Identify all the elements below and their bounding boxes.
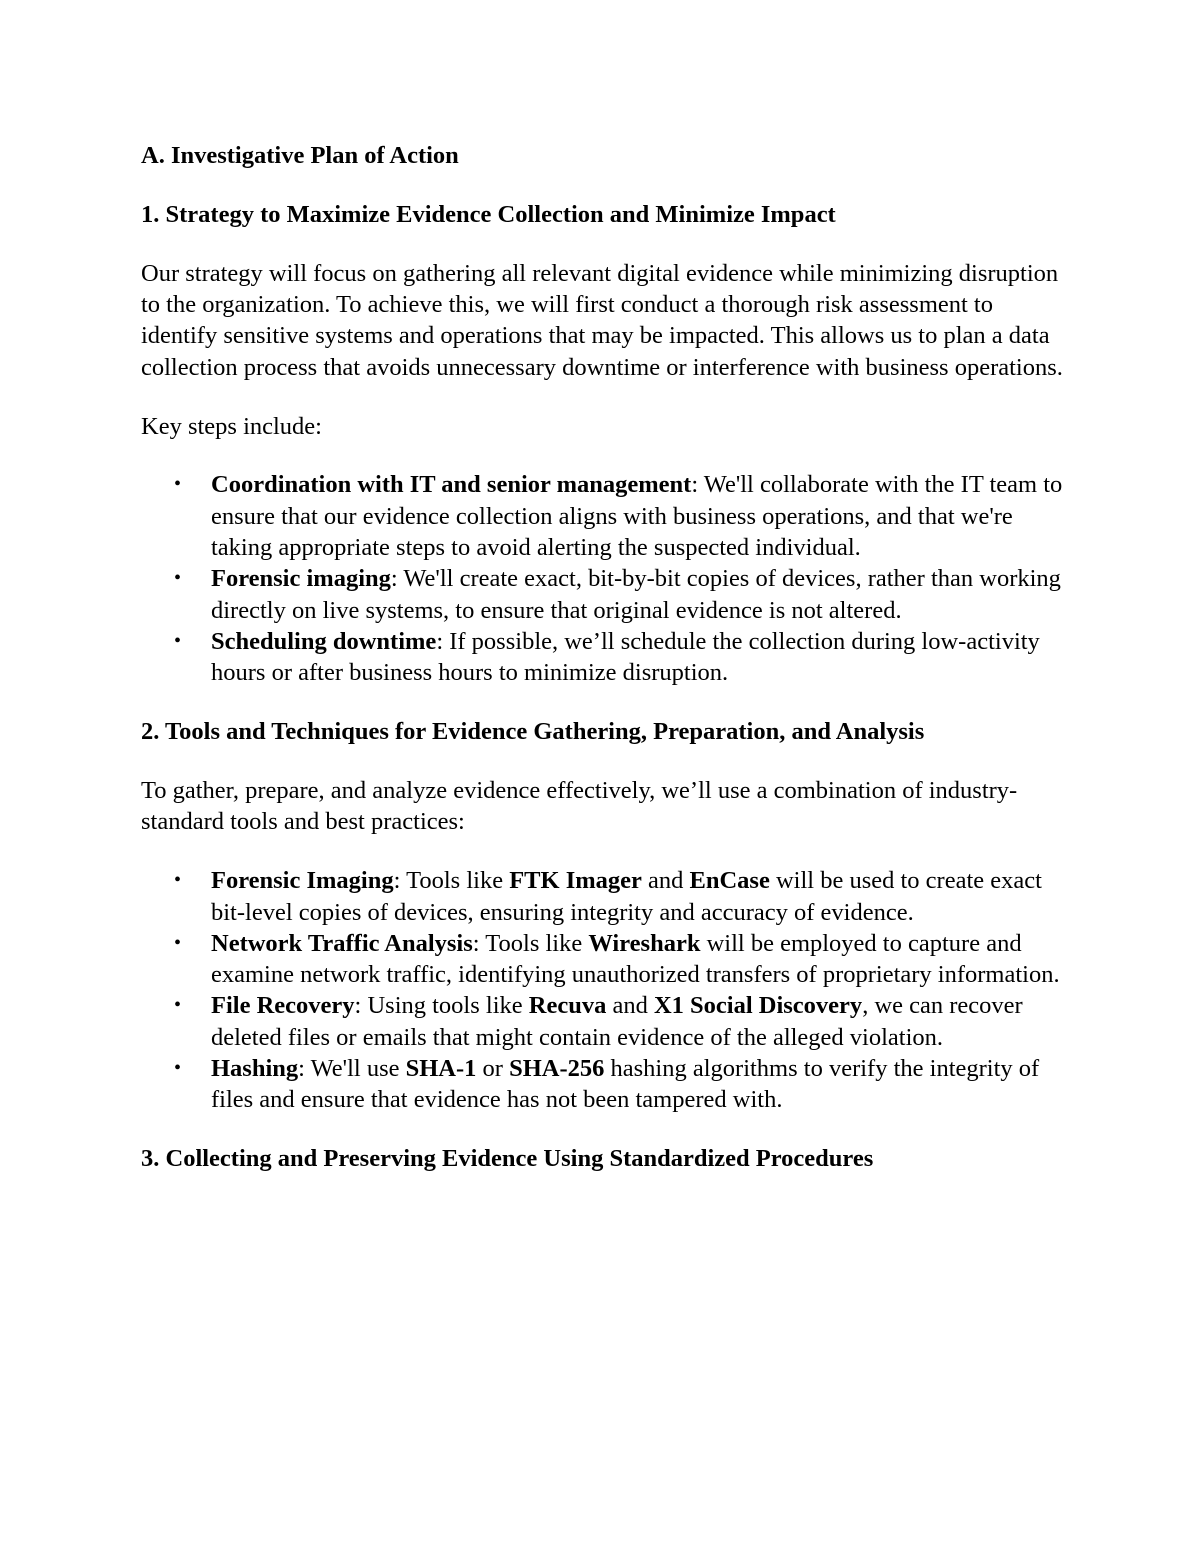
bullet-text: hashing algorithms to verify the integrity of files and ensure that evidence has not been tampered with. bbox=[211, 1054, 1040, 1114]
section-3-heading: 3. Collecting and Preserving Evidence Using Standardized Procedures bbox=[141, 1145, 874, 1173]
bullet-icon: • bbox=[174, 629, 182, 652]
section-2-intro: To gather, prepare, and analyze evidence effectively, we’ll use a combination of industry-standard tools and best practices: bbox=[141, 777, 1018, 836]
bullet-text: : Tools like bbox=[472, 929, 589, 957]
section-1-bullet-list bbox=[141, 469, 1066, 688]
section-2-bullet-list bbox=[141, 865, 1066, 1115]
bullet-term: File Recovery bbox=[211, 992, 355, 1020]
bullet-text: : Tools like bbox=[393, 867, 510, 895]
bullet-text: : If possible, we’ll schedule the collection during low-activity hours or after business hours to minimize disruption. bbox=[211, 627, 1040, 687]
bullet-icon: • bbox=[174, 931, 182, 954]
algorithm-name: SHA-256 bbox=[509, 1054, 605, 1082]
bullet-icon: • bbox=[174, 567, 182, 590]
bullet-icon: • bbox=[174, 869, 182, 892]
list-item bbox=[174, 865, 1066, 928]
key-steps-label: Key steps include: bbox=[141, 412, 322, 440]
bullet-text: and bbox=[606, 992, 654, 1020]
algorithm-name: SHA-1 bbox=[405, 1054, 477, 1082]
bullet-text: will be used to create exact bit-level copies of devices, ensuring integrity and accuracy of evidence. bbox=[211, 867, 1042, 926]
bullet-term: Scheduling downtime bbox=[211, 627, 437, 655]
tool-name: Wireshark bbox=[588, 929, 701, 957]
bullet-term: Coordination with IT and senior management bbox=[211, 471, 692, 499]
bullet-text: and bbox=[641, 867, 690, 895]
bullet-term: Network Traffic Analysis bbox=[211, 929, 473, 957]
document-page bbox=[141, 140, 1066, 1174]
bullet-text: , we can recover deleted files or emails that might contain evidence of the alleged violation. bbox=[211, 992, 1023, 1051]
section-1-intro: Our strategy will focus on gathering all relevant digital evidence while minimizing disruption to the organization. To achieve this, we will first conduct a thorough risk assessment to identify sensitive systems and operations that may be impacted. This allows us to plan a data collection process that avoids unnecessary downtime or interference with business operations. bbox=[141, 259, 1063, 381]
bullet-term: Hashing bbox=[211, 1054, 299, 1082]
bullet-icon: • bbox=[174, 473, 182, 496]
bullet-text: will be employed to capture and examine network traffic, identifying unauthorized transfers of proprietary information. bbox=[211, 929, 1060, 989]
bullet-text: : Using tools like bbox=[354, 992, 529, 1020]
tool-name: Recuva bbox=[528, 992, 607, 1020]
bullet-icon: • bbox=[174, 1056, 182, 1079]
list-item bbox=[174, 626, 1066, 689]
bullet-term: Forensic imaging bbox=[211, 565, 391, 593]
bullet-term: Forensic Imaging bbox=[211, 867, 394, 895]
bullet-text: : We'll collaborate with the IT team to ensure that our evidence collection aligns with business operations, and that we're taking appropriate steps to avoid alerting the suspected individual. bbox=[211, 471, 1063, 562]
list-item bbox=[174, 469, 1066, 563]
bullet-text: : We'll create exact, bit-by-bit copies of devices, rather than working directly on live systems, to ensure that original evidence is not altered. bbox=[211, 565, 1061, 624]
tool-name: FTK Imager bbox=[509, 867, 642, 895]
list-item bbox=[174, 990, 1066, 1053]
bullet-text: : We'll use bbox=[298, 1054, 406, 1082]
bullet-text: or bbox=[476, 1054, 510, 1082]
tool-name: EnCase bbox=[689, 867, 770, 895]
list-item bbox=[174, 563, 1066, 626]
section-2-heading: 2. Tools and Techniques for Evidence Gathering, Preparation, and Analysis bbox=[141, 718, 925, 746]
tool-name: X1 Social Discovery bbox=[653, 992, 863, 1020]
section-1-heading: 1. Strategy to Maximize Evidence Collection and Minimize Impact bbox=[141, 200, 836, 228]
list-item bbox=[174, 1053, 1066, 1116]
document-title: A. Investigative Plan of Action bbox=[141, 142, 459, 169]
bullet-icon: • bbox=[174, 994, 182, 1017]
list-item bbox=[174, 928, 1066, 991]
